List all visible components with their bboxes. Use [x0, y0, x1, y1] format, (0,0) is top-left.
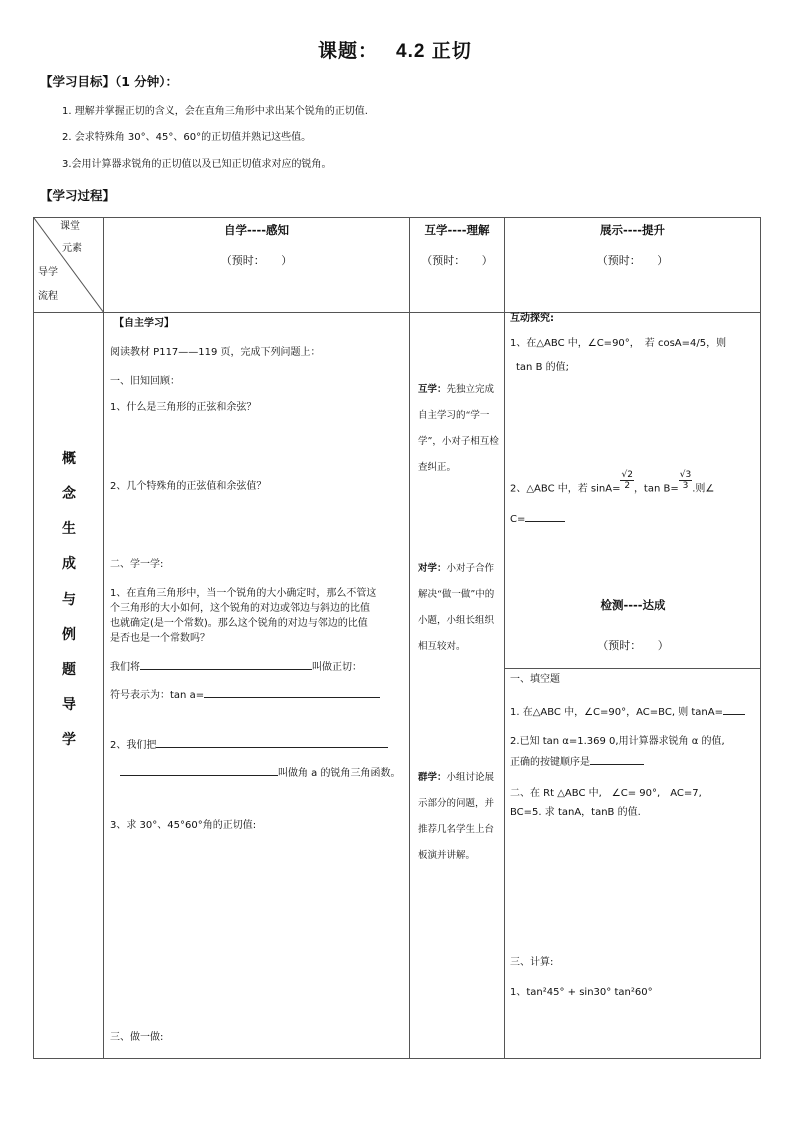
row-char-2: 念: [62, 486, 76, 502]
selfstudy-part1: 一、旧知回顾：: [110, 376, 180, 387]
mutual-block-3: [418, 765, 500, 869]
show-q2-c-label: C=: [510, 514, 526, 525]
row-char-9: 学: [62, 732, 76, 748]
header-mutual-title: 互学----理解: [424, 223, 490, 237]
diag-yuansu: 元素: [62, 243, 82, 254]
objective-1: 1. 理解并掌握正切的含义，会在直角三角形中求出某个锐角的正切值.: [62, 106, 368, 117]
diag-ketang: 课堂: [60, 221, 80, 232]
show-tag: 互动探究:: [510, 313, 554, 324]
lesson-table: [33, 217, 761, 1059]
diag-daoxue: 导学: [38, 267, 58, 278]
selfstudy-tag: 【自主学习】: [114, 318, 174, 329]
fill-2-a: 2.已知 tan α=1.369 0,用计算器求锐角 α 的值,: [510, 736, 725, 747]
check-est: （预时： ）: [597, 639, 669, 652]
sym-label: 符号表示为：tan a=: [110, 690, 205, 701]
title-label: 课题：: [318, 40, 379, 62]
fill-1: [510, 704, 745, 720]
selfstudy-part3: 三、做一做:: [110, 1032, 164, 1043]
mutual-b1-text: 先独立完成自主学习的“学一学”，小对子相互检查纠正。: [418, 384, 499, 473]
objectives-heading: 【学习目标】（1 分钟）：: [40, 74, 179, 89]
selfstudy-p1: 1、在直角三角形中，当一个锐角的大小确定时，那么不管这: [110, 588, 377, 599]
show-q2-mid: ，tan B=: [633, 483, 679, 495]
q-we-post: 叫做角 a 的锐角三角函数。: [278, 768, 401, 779]
selfstudy-p4: 是否也是一个常数吗？: [110, 633, 210, 644]
fill-2-b-text: 正确的按键顺序是: [510, 757, 590, 768]
tanB-fraction: [679, 470, 692, 491]
show-cell: [505, 313, 761, 1059]
selfstudy-q1: 1、什么是三角形的正弦和余弦？: [110, 402, 257, 413]
fill-1-text: 1. 在△ABC 中，∠C=90°，AC=BC, 则 tanA=: [510, 707, 723, 718]
diagonal-header-cell: [34, 218, 104, 313]
sinA-denominator: 2: [624, 481, 631, 491]
q-we-blank-2[interactable]: [120, 765, 278, 776]
mutual-block-1: [418, 377, 500, 481]
selfstudy-read: 阅读教材 P117——119 页，完成下列问题上：: [110, 347, 321, 358]
selfstudy-cell: [104, 313, 410, 1059]
page-title: [318, 36, 472, 63]
row-char-4: 成: [62, 556, 76, 572]
selfstudy-p3: 也就确定(是一个常数)。那么这个锐角的对边与邻边的比值: [110, 618, 368, 629]
check-divider: [505, 668, 761, 669]
fill-3-a: 二、在 Rt △ABC 中, ∠C= 90°, AC=7,: [510, 788, 702, 799]
mutual-b2-text: 小对子合作解决“做一做”中的小题，小组长组织相互较对。: [418, 563, 495, 652]
sinA-fraction: [620, 470, 633, 491]
selfstudy-q3: 3、求 30°、45°60°角的正切值:: [110, 820, 257, 831]
calc-1: 1、tan²45° + sin30° tan²60°: [510, 987, 653, 998]
sinA-numerator: √2: [621, 470, 633, 480]
row-char-1: 概: [62, 451, 76, 467]
tanB-denominator: 3: [682, 481, 689, 491]
fill-2-blank[interactable]: [590, 754, 644, 765]
diag-liucheng: 流程: [38, 291, 58, 302]
selfstudy-part2: 二、学一学:: [110, 559, 164, 570]
calc-heading: 三、计算:: [510, 957, 554, 968]
process-heading: 【学习过程】: [40, 188, 116, 203]
show-q2-c: [510, 511, 565, 527]
header-selfstudy: [104, 218, 410, 313]
row-char-5: 与: [62, 592, 76, 608]
selfstudy-def: [110, 659, 362, 675]
mutual-b3-text: 小组讨论展示部分的问题，并推荐几名学生上台板演并讲解。: [418, 772, 495, 861]
row-char-6: 例: [62, 627, 76, 643]
title-text: 4.2 正切: [396, 41, 472, 62]
show-q2-post: .则∠: [692, 483, 715, 495]
mutual-b1-tag: 互学：: [418, 384, 447, 395]
header-selfstudy-est: （预时： ）: [220, 254, 293, 267]
check-title: 检测----达成: [600, 598, 666, 612]
selfstudy-q-we: [110, 737, 388, 753]
objective-3: 3.会用计算器求锐角的正切值以及已知正切值求对应的锐角。: [62, 159, 332, 170]
header-mutual: [410, 218, 505, 313]
header-show-title: 展示----提升: [599, 223, 666, 237]
show-q1-a: 1、在△ABC 中，∠C=90°， 若 cosA=4/5，则: [510, 338, 727, 349]
mutual-b2-tag: 对学：: [418, 563, 447, 574]
row-label-cell: [34, 313, 104, 1059]
selfstudy-q2: 2、几个特殊角的正弦值和余弦值？: [110, 481, 267, 492]
header-mutual-est: （预时： ）: [421, 254, 493, 267]
tanB-numerator: √3: [679, 470, 692, 480]
row-char-7: 题: [62, 662, 76, 678]
def-post: 叫做正切：: [312, 662, 362, 673]
header-selfstudy-title: 自学----感知: [223, 223, 290, 237]
def-pre: 我们将: [110, 662, 140, 673]
mutual-b3-tag: 群学：: [418, 772, 447, 783]
def-blank[interactable]: [140, 659, 312, 670]
q-we-blank-1[interactable]: [156, 737, 388, 748]
show-q2: [510, 470, 715, 499]
q-we-pre: 2、我们把: [110, 740, 157, 751]
header-show: [505, 218, 761, 313]
fill-2-b: [510, 754, 644, 770]
header-show-est: （预时： ）: [596, 254, 669, 267]
objective-2: 2. 会求特殊角 30°、45°、60°的正切值并熟记这些值。: [62, 132, 312, 143]
mutual-cell: [410, 313, 505, 1059]
fill-1-blank[interactable]: [723, 704, 745, 715]
show-q1-b: tan B 的值;: [516, 362, 569, 373]
row-char-8: 导: [62, 697, 76, 713]
fill-3-b: BC=5. 求 tanA，tanB 的值.: [510, 807, 641, 818]
show-q2-pre: 2、△ABC 中，若 sinA=: [510, 483, 621, 495]
selfstudy-sym: [110, 687, 380, 703]
show-q2-blank[interactable]: [525, 511, 565, 522]
sym-blank[interactable]: [204, 687, 380, 698]
selfstudy-p2: 个三角形的大小如何，这个锐角的对边或邻边与斜边的比值: [110, 603, 370, 614]
fill-heading: 一、填空题: [510, 674, 560, 685]
mutual-block-2: [418, 556, 500, 660]
selfstudy-q-we-2: [120, 765, 401, 781]
row-char-3: 生: [62, 521, 76, 537]
